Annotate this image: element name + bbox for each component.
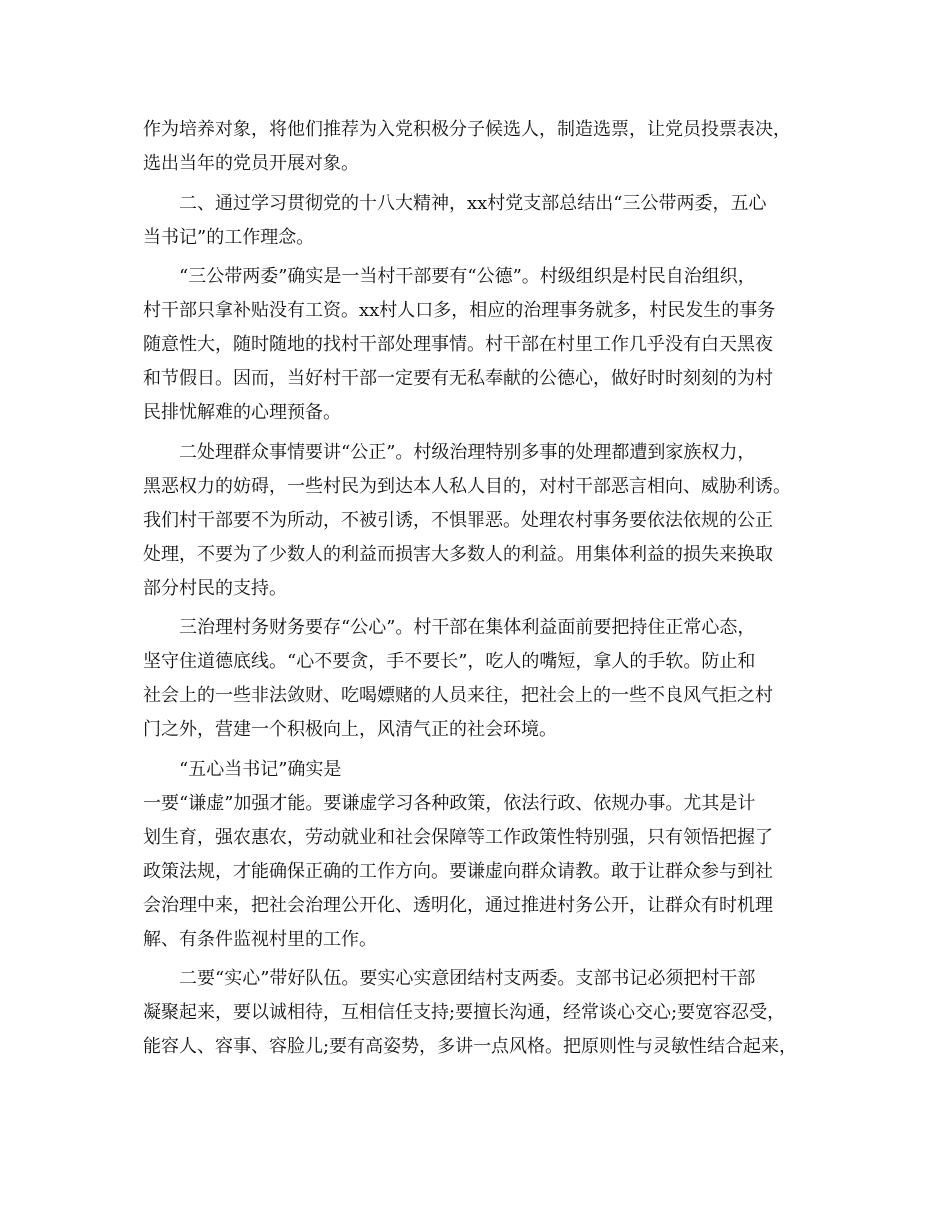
body-text (143, 113, 823, 1064)
text-line: 二处理群众事情要讲“公正”。村级治理特别多事的处理都遭到家族权力， (143, 441, 756, 463)
text-line: 一要“谦虚”加强才能。要谦虚学习各种政策，依法行政、依规办事。尤其是计 (143, 792, 756, 814)
text-line: 坚守住道德底线。“心不要贪，手不要长”，吃人的嘴短，拿人的手软。防止和 (143, 651, 756, 672)
text-line: 解、有条件监视村里的工作。 (143, 928, 377, 950)
text-line: 民排忧解难的心理预备。 (143, 402, 341, 423)
text-line: 凝聚起来，要以诚相待，互相信任支持;要擅长沟通，经常谈心交心;要宽容忍受， (143, 1002, 786, 1023)
text-line: 村干部只拿补贴没有工资。xx村人口多，相应的治理事务就多，村民发生的事务 (143, 300, 776, 321)
text-line: 会治理中来，把社会治理公开化、透明化，通过推进村务公开，让群众有时机理 (143, 894, 773, 916)
text-line: 门之外，营建一个积极向上，风清气正的社会环境。 (143, 719, 557, 740)
text-line: 能容人、容事、容脸儿;要有高姿势，多讲一点风格。把原则性与灵敏性结合起来， (143, 1036, 798, 1057)
text-line: 当书记”的工作理念。 (143, 226, 315, 248)
text-line: 作为培养对象，将他们推荐为入党积极分子候选人，制造选票，让党员投票表决， (143, 119, 791, 140)
text-line: 三治理村务财务要存“公心”。村干部在集体利益面前要把持住正常心态， (143, 617, 756, 638)
text-line: “三公带两委”确实是一当村干部要有“公德”。村级组织是村民自治组织， (143, 266, 756, 287)
text-line: 社会上的一些非法敛财、吃喝嫖赌的人员来往，把社会上的一些不良风气拒之村 (143, 685, 773, 706)
text-line: 和节假日。因而，当好村干部一定要有无私奉献的公德心，做好时时刻刻的为村 (143, 368, 773, 389)
text-line: 我们村干部要不为所动，不被引诱，不惧罪恶。处理农村事务要依法依规的公正 (143, 509, 773, 531)
text-line: 二、通过学习贯彻党的十八大精神，xx村党支部总结出“三公带两委，五心 (143, 192, 767, 214)
text-line: 黑恶权力的妨碍，一些村民为到达本人私人目的，对村干部恶言相向、威胁利诱。 (143, 475, 791, 497)
text-line: 政策法规，才能确保正确的工作方向。要谦虚向群众请教。敢于让群众参与到社 (143, 860, 773, 882)
text-line: 部分村民的支持。 (143, 577, 287, 599)
text-line: 划生育，强农惠农，劳动就业和社会保障等工作政策性特别强，只有领悟把握了 (143, 826, 773, 848)
text-line: 随意性大，随时随地的找村干部处理事情。村干部在村里工作几乎没有白天黑夜 (143, 334, 773, 355)
text-line: “五心当书记”确实是 (143, 758, 342, 780)
text-line: 处理，不要为了少数人的利益而损害大多数人的利益。用集体利益的损失来换取 (143, 543, 773, 565)
text-line: 二要“实心”带好队伍。要实心实意团结村支两委。支部书记必须把村干部 (143, 968, 756, 989)
text-line: 选出当年的党员开展对象。 (143, 153, 359, 174)
